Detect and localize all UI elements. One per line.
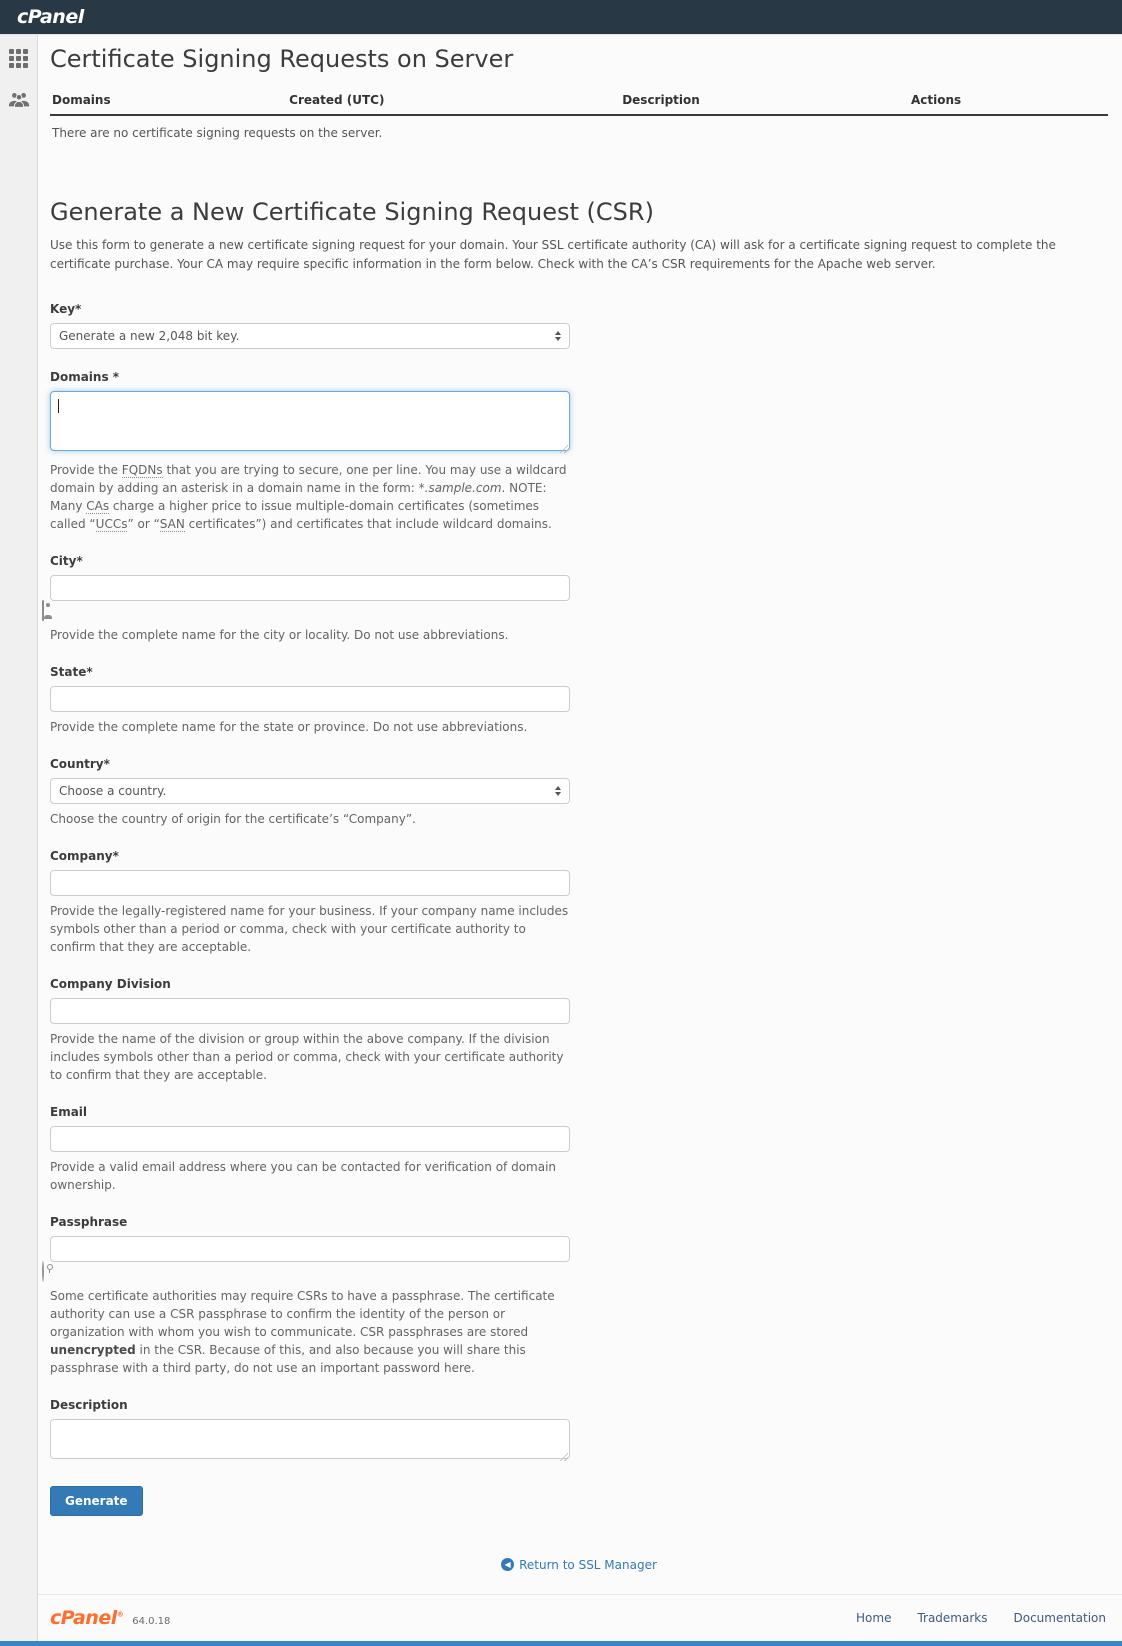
grid-glyph bbox=[9, 49, 28, 68]
circle-left-arrow-icon: ◀ bbox=[501, 1558, 514, 1571]
abbr-fqdns: FQDNs bbox=[121, 463, 163, 478]
col-header-domains: Domains bbox=[52, 93, 111, 107]
footer-cpanel-logo: cPanel® bbox=[50, 1606, 124, 1629]
col-header-created: Created (UTC) bbox=[289, 93, 385, 107]
email-input[interactable] bbox=[50, 1126, 570, 1152]
division-label: Company Division bbox=[50, 977, 171, 992]
cpanel-logo: cPanel bbox=[17, 6, 84, 28]
top-navbar bbox=[0, 0, 1122, 35]
registered-trademark-symbol: ® bbox=[116, 1610, 124, 1619]
passphrase-input[interactable] bbox=[50, 1236, 570, 1262]
description-textarea[interactable] bbox=[50, 1419, 570, 1459]
city-input[interactable] bbox=[50, 575, 570, 601]
division-input[interactable] bbox=[50, 998, 570, 1024]
city-help: Provide the complete name for the city or locality. Do not use abbreviations. bbox=[50, 628, 509, 643]
csr-generator-form bbox=[50, 302, 570, 1516]
division-help: Provide the name of the division or group within the above company. If the division includes symbols other than a period or comma, check with your certificate authority to confirm that they are acceptable. bbox=[50, 1032, 564, 1083]
domains-textarea[interactable] bbox=[50, 391, 570, 451]
col-header-description: Description bbox=[622, 93, 700, 107]
key-select[interactable] bbox=[50, 323, 570, 349]
description-label: Description bbox=[50, 1398, 128, 1413]
footer-link-trademarks[interactable]: Trademarks bbox=[917, 1610, 988, 1625]
email-label: Email bbox=[50, 1105, 88, 1120]
domains-label: Domains * bbox=[50, 370, 120, 385]
text-cursor bbox=[58, 399, 59, 413]
footer-link-documentation[interactable]: Documentation bbox=[1013, 1610, 1106, 1625]
field-group-description bbox=[50, 1398, 570, 1463]
version-number: 64.0.18 bbox=[132, 1615, 171, 1627]
passphrase-help: Some certificate authorities may require CSRs to have a passphrase. The certificate authority can use a CSR passphrase to confirm the identity of the person or organization with whom you wish to communicate. CSR passphrases are stored unencrypted in the CSR. Because of this, and also because you will share this passphrase with a third party, do not use an important password here. bbox=[50, 1289, 555, 1376]
autofill-contact-icon[interactable] bbox=[42, 600, 44, 621]
col-header-actions: Actions bbox=[910, 93, 962, 107]
abbr-san: SAN bbox=[159, 517, 185, 532]
field-group-domains bbox=[50, 370, 570, 533]
state-help: Provide the complete name for the state or province. Do not use abbreviations. bbox=[50, 720, 528, 735]
user-groups-icon[interactable] bbox=[8, 89, 30, 111]
country-label: Country* bbox=[50, 757, 110, 772]
csr-table-header bbox=[50, 89, 1108, 116]
state-label: State* bbox=[50, 665, 93, 680]
abbr-uccs: UCCs bbox=[95, 517, 128, 532]
empty-table-message: There are no certificate signing requests on the server. bbox=[52, 126, 383, 140]
company-input[interactable] bbox=[50, 870, 570, 896]
footer-link-home[interactable]: Home bbox=[856, 1610, 892, 1625]
country-select[interactable] bbox=[50, 778, 570, 804]
field-group-city bbox=[50, 554, 570, 644]
city-label: City* bbox=[50, 554, 83, 569]
field-group-country bbox=[50, 757, 570, 828]
generate-button[interactable]: Generate bbox=[50, 1486, 143, 1516]
domains-help: Provide the FQDNs that you are trying to secure, one per line. You may use a wildcard domain by adding an asterisk in a domain name in the form: *.sample.com. NOTE: Many CAs charge a higher price to issue multiple-domain certificates (sometimes called “UCCs” or “SAN certificates”) and certificates that include wildcard domains. bbox=[50, 463, 567, 532]
field-group-state bbox=[50, 665, 570, 736]
left-sidebar bbox=[0, 35, 38, 1641]
sample-domain: *.sample.com bbox=[418, 481, 502, 496]
field-group-email bbox=[50, 1105, 570, 1194]
page-title: Certificate Signing Requests on Server bbox=[50, 45, 514, 73]
company-help: Provide the legally-registered name for your business. If your company name includes symbols other than a period or comma, check with your certificate authority to confirm that they are acceptable. bbox=[50, 904, 569, 955]
page-footer bbox=[38, 1594, 1122, 1641]
bottom-accent-bar bbox=[0, 1641, 1122, 1646]
return-row bbox=[50, 1556, 1108, 1572]
unencrypted-emphasis: unencrypted bbox=[50, 1343, 136, 1358]
passphrase-label: Passphrase bbox=[50, 1215, 128, 1230]
company-label: Company* bbox=[50, 849, 119, 864]
field-group-division bbox=[50, 977, 570, 1084]
field-group-company bbox=[50, 849, 570, 956]
state-input[interactable] bbox=[50, 686, 570, 712]
field-group-passphrase bbox=[50, 1215, 570, 1377]
email-help: Provide a valid email address where you can be contacted for verification of domain ownership. bbox=[50, 1160, 557, 1193]
country-help: Choose the country of origin for the certificate’s “Company”. bbox=[50, 812, 416, 827]
apps-grid-icon[interactable] bbox=[8, 47, 30, 69]
field-group-key bbox=[50, 302, 570, 349]
autofill-key-icon[interactable] bbox=[42, 1261, 44, 1282]
return-to-ssl-manager-link[interactable]: ◀ Return to SSL Manager bbox=[501, 1558, 657, 1572]
footer-links bbox=[856, 1611, 1106, 1625]
generator-intro: Use this form to generate a new certificate signing request for your domain. Your SSL certificate authority (CA) will ask for a certificate signing request to complete the certificate purchase. Your CA may require specific information in the form below. Check with the CA’s CSR requirements for the Apache web server. bbox=[50, 238, 1056, 272]
key-label: Key* bbox=[50, 302, 82, 317]
generator-heading: Generate a New Certificate Signing Request (CSR) bbox=[50, 198, 654, 226]
abbr-cas: CAs bbox=[86, 499, 110, 514]
users-glyph bbox=[8, 90, 30, 110]
